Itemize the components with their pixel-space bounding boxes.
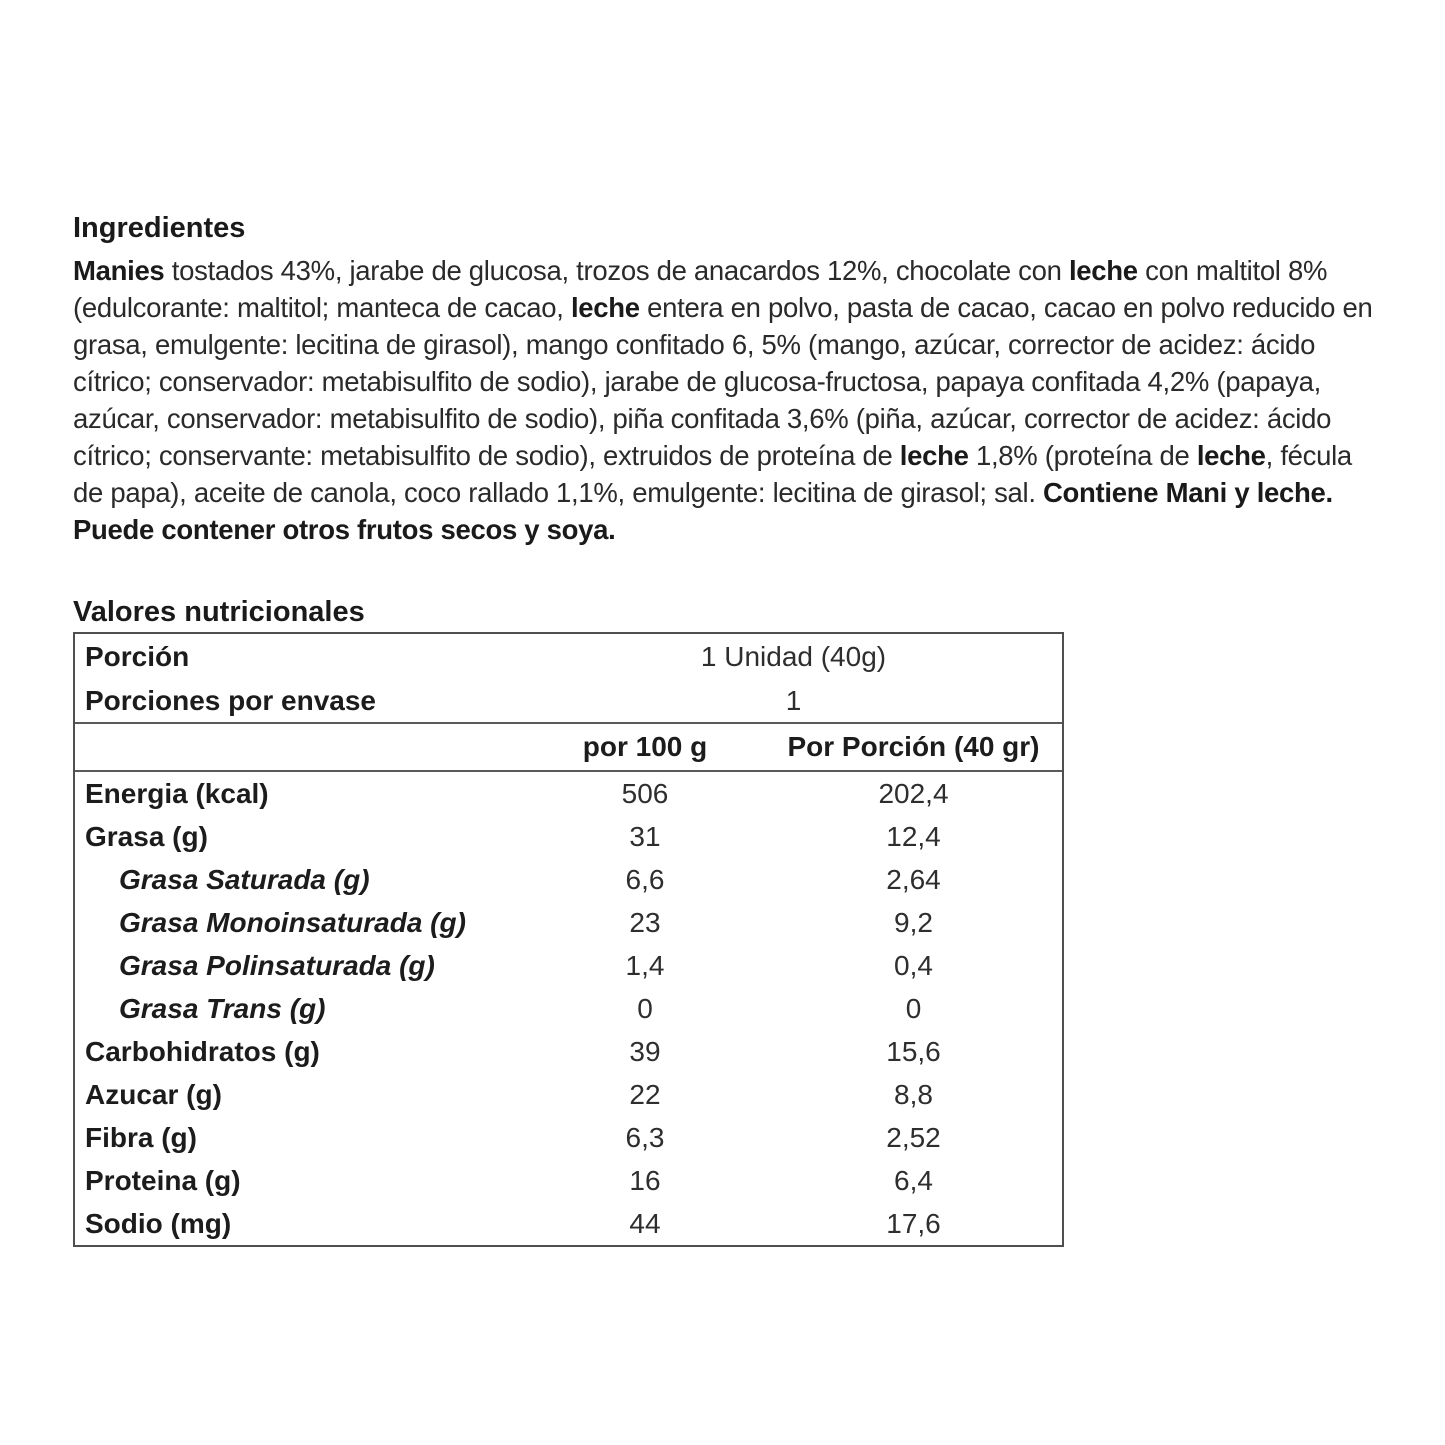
nutrition-heading: Valores nutricionales [73, 596, 365, 628]
table-row-proteina [75, 1159, 1062, 1202]
table-row-grasa-polinsaturada [75, 944, 1062, 987]
table-row-carbohidratos [75, 1030, 1062, 1073]
row-value-perportion: 2,52 [886, 1121, 941, 1153]
ingredient-segment: leche [899, 440, 969, 471]
servings-per-pack-row [75, 680, 1062, 722]
ingredients-section [73, 212, 1375, 548]
row-value-perportion: 12,4 [886, 820, 941, 852]
row-value-perportion: 17,6 [886, 1207, 941, 1239]
table-row-energia [75, 772, 1062, 815]
table-row-sodio [75, 1202, 1062, 1245]
ingredient-segment: entera en polvo, pasta de cacao, cacao en polvo reducido en grasa, emulgente: lecitina de girasol), mango confitado 6, 5% (mango, azúcar, corrector de acidez: ácido cítrico; conservador: metabisulfito de sodio), jarabe de glucosa-fructosa, papaya confitada 4,2% (papaya, azúcar, conservador: metabisulfito de sodio), piña confitada 3,6% (piña, azúcar, corrector de acidez: ácido cítrico; conservante: metabisulfito de sodio), extruidos de proteína de [73, 292, 1373, 471]
table-row-grasa [75, 815, 1062, 858]
table-row-grasa-saturada [75, 858, 1062, 901]
row-value-perportion: 9,2 [894, 906, 933, 938]
column-header-perportion: Por Porción (40 gr) [787, 731, 1040, 762]
column-header-per100: por 100 g [582, 731, 708, 762]
ingredients-heading: Ingredientes [73, 212, 246, 244]
row-label: Sodio (mg) [85, 1207, 232, 1239]
ingredient-segment: 1,8% (proteína de [968, 440, 1197, 471]
table-row-grasa-trans [75, 987, 1062, 1030]
ingredient-segment: leche [1196, 440, 1266, 471]
row-value-perportion: 0,4 [894, 949, 933, 981]
nutrition-label-document [73, 212, 1375, 1247]
row-value-per100: 23 [629, 906, 661, 938]
row-label: Grasa Trans (g) [119, 992, 326, 1024]
row-value-perportion: 15,6 [886, 1035, 941, 1067]
row-value-per100: 22 [629, 1078, 661, 1110]
table-row-fibra [75, 1116, 1062, 1159]
row-label: Carbohidratos (g) [85, 1035, 320, 1067]
serving-size-label: Porción [85, 641, 190, 672]
serving-size-row [75, 634, 1062, 680]
ingredient-segment: leche [570, 292, 640, 323]
row-value-perportion: 0 [905, 992, 922, 1024]
ingredient-segment: tostados 43%, jarabe de glucosa, trozos de anacardos 12%, chocolate con [164, 255, 1069, 286]
ingredient-segment: leche [1068, 255, 1138, 286]
row-value-per100: 31 [629, 820, 661, 852]
row-value-per100: 1,4 [625, 949, 665, 981]
row-label: Grasa Saturada (g) [119, 863, 370, 895]
ingredient-segment: Manies [73, 255, 165, 286]
ingredients-paragraph [73, 252, 1375, 548]
row-value-per100: 16 [629, 1164, 661, 1196]
table-row-grasa-monoinsaturada [75, 901, 1062, 944]
servings-per-pack-label: Porciones por envase [85, 685, 377, 716]
servings-per-pack-value: 1 [785, 685, 802, 716]
row-value-perportion: 8,8 [894, 1078, 933, 1110]
row-value-per100: 39 [629, 1035, 661, 1067]
nutrition-section [73, 596, 1375, 1247]
row-label: Proteina (g) [85, 1164, 241, 1196]
row-label: Fibra (g) [85, 1121, 197, 1153]
row-label: Energia (kcal) [85, 777, 269, 809]
allergen-statement: Contiene Mani y leche. Puede contener otros frutos secos y soya. [73, 477, 1333, 545]
ingredient-segment: , fécula de papa), aceite de canola, coco rallado 1,1%, emulgente: lecitina de girasol; sal. [73, 440, 1352, 508]
row-label: Azucar (g) [85, 1078, 222, 1110]
nutrition-table [73, 632, 1064, 1247]
row-label: Grasa Polinsaturada (g) [119, 949, 435, 981]
ingredient-segment: con maltitol 8% (edulcorante: maltitol; manteca de cacao, [73, 255, 1328, 323]
row-value-per100: 6,6 [625, 863, 665, 895]
row-value-per100: 6,3 [625, 1121, 665, 1153]
table-row-azucar [75, 1073, 1062, 1116]
row-value-perportion: 2,64 [886, 863, 941, 895]
row-label: Grasa Monoinsaturada (g) [119, 906, 466, 938]
row-value-perportion: 202,4 [878, 777, 949, 809]
row-value-per100: 0 [637, 992, 653, 1024]
column-header-row [75, 722, 1062, 772]
row-label: Grasa (g) [85, 820, 208, 852]
serving-size-value: 1 Unidad (40g) [700, 641, 887, 672]
row-value-per100: 506 [621, 777, 669, 809]
row-value-perportion: 6,4 [894, 1164, 933, 1196]
row-value-per100: 44 [629, 1207, 661, 1239]
